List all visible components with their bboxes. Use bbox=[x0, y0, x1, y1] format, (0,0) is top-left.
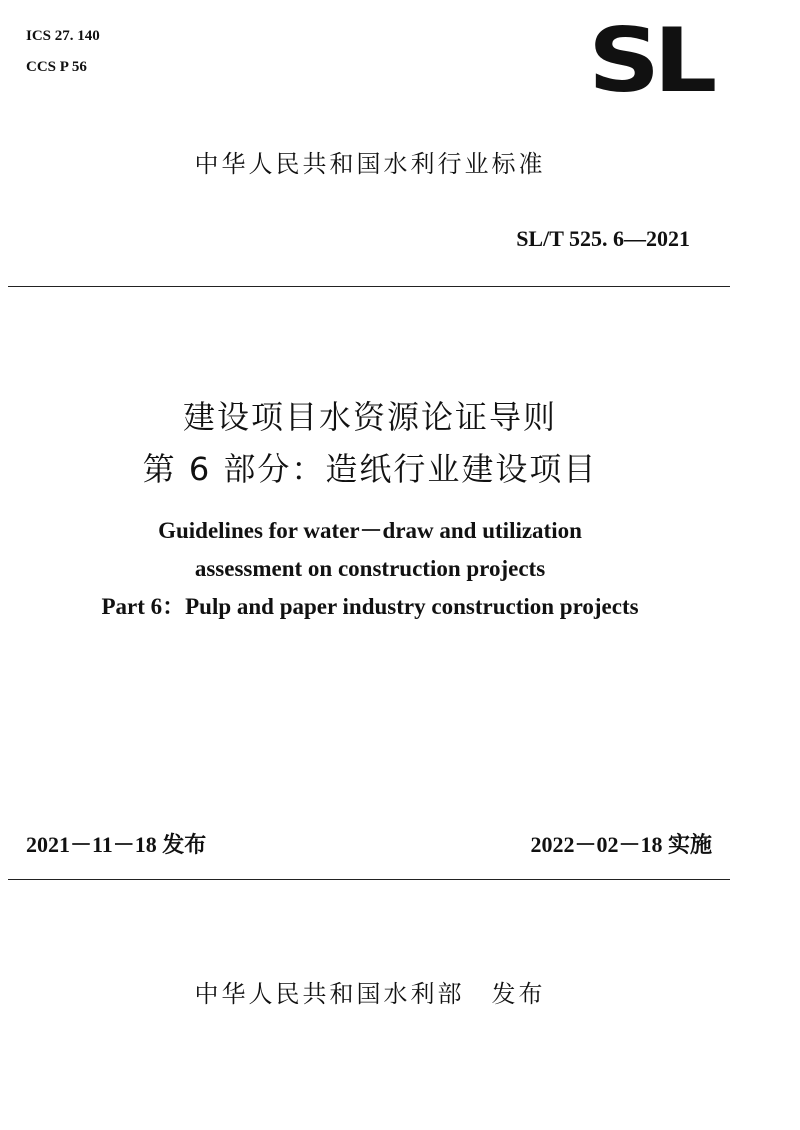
title-chinese-line-1: 建设项目水资源论证导则 bbox=[182, 398, 557, 436]
issuing-authority: 中华人民共和国水利部 发布 bbox=[194, 980, 546, 1008]
standard-number: SL/T 525. 6—2021 bbox=[516, 226, 690, 251]
sl-logo: SL bbox=[588, 9, 711, 112]
implementation-date: 2022－02－18 实施 bbox=[530, 832, 712, 857]
title-english-line-2: assessment on construction projects bbox=[194, 556, 546, 581]
ics-code: ICS 27. 140 bbox=[26, 28, 100, 44]
title-english-line-1: Guidelines for water－draw and utilization bbox=[158, 518, 582, 543]
ccs-code: CCS P 56 bbox=[26, 59, 87, 75]
top-divider bbox=[8, 286, 730, 287]
title-chinese-line-2: 第 6 部分：造纸行业建设项目 bbox=[142, 450, 598, 488]
bottom-divider bbox=[8, 879, 730, 880]
title-english-line-3: Part 6：Pulp and paper industry construction projects bbox=[101, 594, 639, 619]
standard-category: 中华人民共和国水利行业标准 bbox=[194, 150, 546, 178]
issue-date: 2021－11－18 发布 bbox=[26, 832, 207, 857]
